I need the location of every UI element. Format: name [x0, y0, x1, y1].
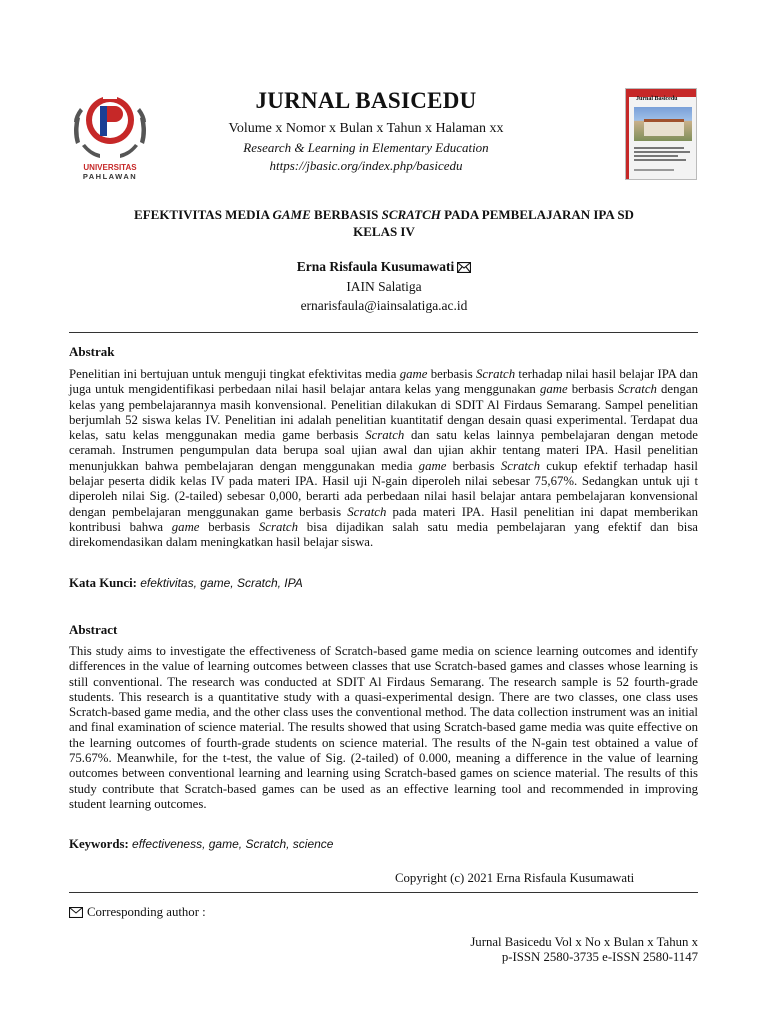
author-name: Erna Risfaula Kusumawati [150, 259, 618, 275]
journal-volume-line: Volume x Nomor x Bulan x Tahun x Halaman xx [228, 121, 504, 136]
envelope-icon [457, 262, 471, 273]
divider-top [69, 332, 698, 333]
copyright-notice: Copyright (c) 2021 Erna Risfaula Kusumawati [395, 871, 635, 885]
issn-footer-line: p-ISSN 2580-3735 e-ISSN 2580-1147 [501, 950, 698, 964]
cover-title: Jurnal Basicedu [636, 96, 678, 102]
keywords: Keywords: effectiveness, game, Scratch, science [69, 837, 334, 851]
journal-subtitle: Research & Learning in Elementary Education [243, 140, 489, 155]
abstrak-body: Penelitian ini bertujuan untuk menguji tingkat efektivitas media game berbasis Scratch terhadap nilai hasil belajar IPA dan juga untuk mengidentifikasi perbedaan nilai hasil belajar antara kelas yang menggunakan game berbasis Scratch dengan kelas yang pembelajarannya masih konvensional. Penelitian dilakukan di SDIT Al Firdaus Semarang. Sampel penelitian berjumlah 52 siswa kelas IV. Penelitian ini adalah penelitian kuantitatif dengan desain quasi experimental. Terdapat dua kelas, satu kelas menggunakan media game berbasis Scratch dan satu kelas lainnya pembelajaran dengan metode ceramah. Instrumen pengumpulan data berupa soal ujian awal dan ujian akhir tentang materi IPA. Hasil penelitian menunjukkan bahwa pembelajaran dengan menggunakan media game berbasis Scratch cukup efektif terhadap hasil belajar peserta didik kelas IV pada materi IPA. Hasil uji N-gain diperoleh nilai sebesar 75,67%. Sedangkan untuk uji t diperoleh nilai Sig. (2-tailed) sebesar 0,000, berarti ada perbedaan nilai hasil belajar antara pembelajaran konvensional dengan pembelajaran menggunakan game berbasis Scratch pada materi IPA. Hasil penelitian ini dapat memberikan kontribusi bahwa game berbasis Scratch bisa dijadikan salah satu media pembelajaran yang efektif dan bisa direkomendasikan dalam meningkatkan hasil belajar siswa. [69, 367, 698, 550]
journal-url[interactable]: https://jbasic.org/index.php/basicedu [269, 158, 463, 173]
journal-footer-line: Jurnal Basicedu Vol x No x Bulan x Tahun x [470, 935, 698, 949]
journal-cover-thumbnail [625, 88, 697, 180]
abstract-body: This study aims to investigate the effectiveness of Scratch-based game media on science learning outcomes and identify differences in the value of learning outcomes between classes that use Scratch-based games and classes whose learning is still conventional. The research was conducted at SDIT Al Firdaus Semarang. The research sample is 52 fourth-grade students. This research is a quantitative study with a quasi-experimental design. There are two classes, one class uses Scratch-based game media, and the other class uses the conventional method. The data collection instrument was an initial and final examination of science material. The results showed that using Scratch-based game media was quite effective on the learning outcomes of fourth-grade students on science material. The results of the N-gain test obtained a value of 75.67%. Meanwhile, for the t-test, the value of Sig. (2-tailed) of 0.000, meaning a difference in the value of learning outcomes between conventional learning and learning using Scratch-based games on science material. The results of this study contribute that Scratch-based games can be used as an effective learning tool and recommended in improving student learning outcomes. [69, 644, 698, 811]
logo-text-universitas: UNIVERSITAS [83, 163, 137, 172]
author-email[interactable]: ernarisfaula@iainsalatiga.ac.id [300, 298, 468, 313]
divider-bottom [69, 892, 698, 893]
logo-text-pahlawan: PAHLAWAN [82, 172, 138, 181]
envelope-icon [69, 907, 83, 918]
abstrak-heading: Abstrak [69, 344, 115, 359]
corresponding-author-note: Corresponding author : [69, 905, 206, 920]
university-logo [70, 86, 150, 182]
kata-kunci: Kata Kunci: efektivitas, game, Scratch, IPA [69, 576, 303, 590]
author-affiliation: IAIN Salatiga [346, 279, 422, 294]
abstract-heading: Abstract [69, 622, 118, 637]
article-title: EFEKTIVITAS MEDIA GAME BERBASIS SCRATCH PADA PEMBELAJARAN IPA SD KELAS IV [134, 207, 634, 239]
journal-title: JURNAL BASICEDU [255, 88, 477, 113]
